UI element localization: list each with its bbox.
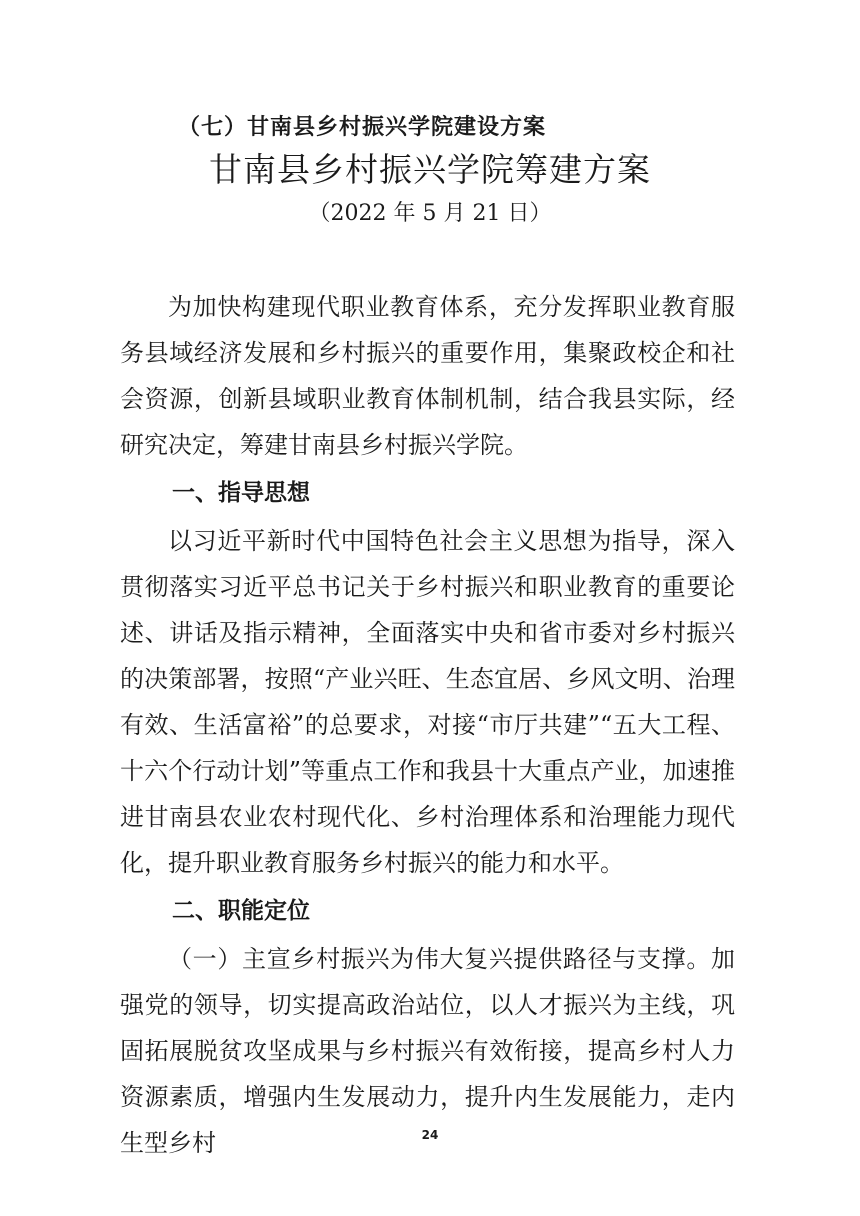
section-heading: （七）甘南县乡村振兴学院建设方案 — [178, 115, 547, 140]
section-heading-function-positioning: 二、职能定位 — [172, 898, 310, 924]
intro-paragraph: 为加快构建现代职业教育体系，充分发挥职业教育服务县域经济发展和乡村振兴的重要作用，集聚政校企和社会资源，创新县域职业教育体制机制，结合我县实际，经研究决定，筹建甘南县乡村振兴学院。 — [120, 293, 735, 459]
document-date: （2022 年 5 月 21 日） — [308, 201, 552, 226]
document-body — [120, 284, 735, 1166]
section-heading-guiding-ideology: 一、指导思想 — [172, 480, 310, 506]
function-positioning-paragraph: （一）主宣乡村振兴为伟大复兴提供路径与支撑。加强党的领导，切实提高政治站位，以人才振兴为主线，巩固拓展脱贫攻坚成果与乡村振兴有效衔接，提高乡村人力资源素质，增强内生发展动力，提升内生发展能力，走内生型乡村 — [120, 945, 735, 1157]
page-number: 24 — [421, 1128, 439, 1142]
document-title: 甘南县乡村振兴学院筹建方案 — [209, 150, 651, 189]
guiding-ideology-paragraph: 以习近平新时代中国特色社会主义思想为指导，深入贯彻落实习近平总书记关于乡村振兴和职业教育的重要论述、讲话及指示精神，全面落实中央和省市委对乡村振兴的决策部署，按照“产业兴旺、生态宜居、乡风文明、治理有效、生活富裕”的总要求，对接“市厅共建”“五大工程、十六个行动计划”等重点工作和我县十大重点产业，加速推进甘南县农业农村现代化、乡村治理体系和治理能力现代化，提升职业教育服务乡村振兴的能力和水平。 — [120, 527, 735, 877]
